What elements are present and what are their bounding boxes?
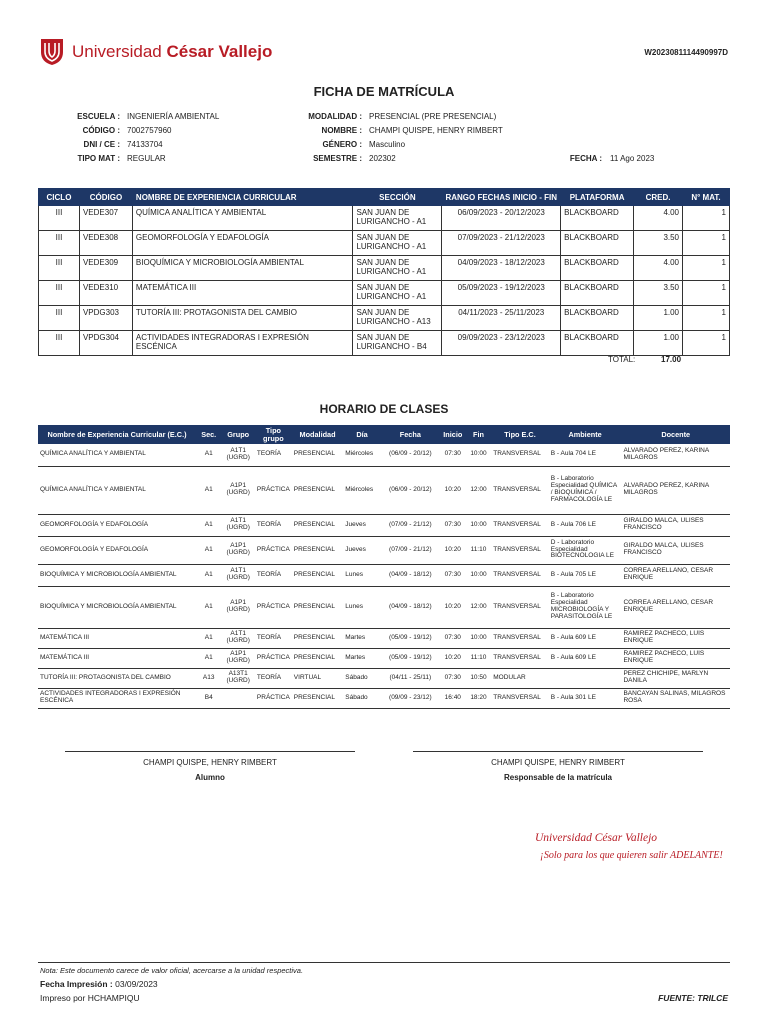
plataforma-cell: BLACKBOARD xyxy=(561,281,634,306)
footer-note: Nota: Este documento carece de valor oficial, acercarse a la unidad respectiva. xyxy=(40,966,304,975)
total-label: TOTAL: xyxy=(608,355,636,364)
rango-cell: 04/09/2023 - 18/12/2023 xyxy=(442,256,561,281)
table-row xyxy=(38,668,730,688)
seccion-cell: SAN JUAN DE LURIGANCHO - A1 xyxy=(353,281,442,306)
inicio-cell: 07:30 xyxy=(440,668,466,688)
ambiente-cell: B - Aula 704 LE xyxy=(549,444,622,466)
grupo-cell: A1T1 (UGRD) xyxy=(221,564,254,586)
sec-cell: A1 xyxy=(196,466,221,514)
plataforma-cell: BLACKBOARD xyxy=(561,306,634,331)
nmat-cell: 1 xyxy=(683,331,730,356)
table-row xyxy=(38,648,730,668)
source-label: FUENTE: TRILCE xyxy=(658,993,728,1003)
col-nombre: NOMBRE DE EXPERIENCIA CURRICULAR xyxy=(132,189,353,206)
modalidad-cell: PRESENCIAL xyxy=(292,444,343,466)
seccion-cell: SAN JUAN DE LURIGANCHO - A13 xyxy=(353,306,442,331)
tipoec-cell: TRANSVERSAL xyxy=(491,564,549,586)
document-code: W2023081114490997D xyxy=(644,48,728,57)
nombre-label: NOMBRE : xyxy=(321,126,362,135)
col-nmat: N° MAT. xyxy=(683,189,730,206)
col-tipo-grupo: Tipo grupo xyxy=(255,425,292,444)
tipo-cell: PRÁCTICA xyxy=(255,648,292,668)
codigo-value: 7002757960 xyxy=(127,126,172,135)
fin-cell: 10:00 xyxy=(466,628,492,648)
modalidad-cell: PRESENCIAL xyxy=(292,466,343,514)
table-row xyxy=(39,231,730,256)
slogan-tagline: ¡Solo para los que quieren salir ADELANTE! xyxy=(540,850,723,861)
slogan-university: Universidad César Vallejo xyxy=(535,832,658,844)
table-row xyxy=(39,206,730,231)
dia-cell: Miércoles xyxy=(343,444,381,466)
rango-cell: 05/09/2023 - 19/12/2023 xyxy=(442,281,561,306)
fin-cell: 10:00 xyxy=(466,564,492,586)
tipoec-cell: TRANSVERSAL xyxy=(491,444,549,466)
docente-cell: PEREZ CHICHIPE, MARLYN DANILA xyxy=(621,668,730,688)
shield-icon xyxy=(40,38,64,66)
ec-cell: GEOMORFOLOGÍA Y EDAFOLOGÍA xyxy=(38,536,196,564)
schedule-title: HORARIO DE CLASES xyxy=(319,402,449,416)
codigo-cell: VEDE307 xyxy=(79,206,132,231)
inicio-cell: 10:20 xyxy=(440,648,466,668)
tipo-cell: PRÁCTICA xyxy=(255,586,292,628)
col-dia: Día xyxy=(343,425,381,444)
fecha-label: FECHA : xyxy=(569,154,602,163)
ec-cell: QUÍMICA ANALÍTICA Y AMBIENTAL xyxy=(38,466,196,514)
plataforma-cell: BLACKBOARD xyxy=(561,206,634,231)
nombre-cell: GEOMORFOLOGÍA Y EDAFOLOGÍA xyxy=(132,231,353,256)
ec-cell: QUÍMICA ANALÍTICA Y AMBIENTAL xyxy=(38,444,196,466)
ambiente-cell xyxy=(549,668,622,688)
docente-cell: RAMIREZ PACHECO, LUIS ENRIQUE xyxy=(621,648,730,668)
cred-cell: 1.00 xyxy=(634,306,683,331)
ciclo-cell: III xyxy=(39,306,80,331)
nmat-cell: 1 xyxy=(683,231,730,256)
modalidad-cell: PRESENCIAL xyxy=(292,628,343,648)
ciclo-cell: III xyxy=(39,256,80,281)
sec-cell: A1 xyxy=(196,648,221,668)
codigo-cell: VEDE310 xyxy=(79,281,132,306)
ec-cell: ACTIVIDADES INTEGRADORAS I EXPRESIÓN ESCÉNICA xyxy=(38,688,196,708)
modalidad-cell: PRESENCIAL xyxy=(292,536,343,564)
total-value: 17.00 xyxy=(661,355,682,364)
docente-cell: ALVARADO PEREZ, KARINA MILAGROS xyxy=(621,444,730,466)
nombre-cell: TUTORÍA III: PROTAGONISTA DEL CAMBIO xyxy=(132,306,353,331)
dia-cell: Jueves xyxy=(343,514,381,536)
tipoec-cell: TRANSVERSAL xyxy=(491,536,549,564)
sec-cell: A1 xyxy=(196,586,221,628)
table-row xyxy=(38,444,730,466)
table-row xyxy=(39,256,730,281)
docente-cell: BANCAYAN SALINAS, MILAGROS ROSA xyxy=(621,688,730,708)
fin-cell: 11:10 xyxy=(466,648,492,668)
nmat-cell: 1 xyxy=(683,256,730,281)
grupo-cell: A1T1 (UGRD) xyxy=(221,628,254,648)
ec-cell: TUTORÍA III: PROTAGONISTA DEL CAMBIO xyxy=(38,668,196,688)
table-row xyxy=(38,564,730,586)
genero-label: GÉNERO : xyxy=(322,140,362,149)
student-role: Alumno xyxy=(195,773,225,782)
fecha-cell: (05/09 - 19/12) xyxy=(381,648,440,668)
grupo-cell: A1P1 (UGRD) xyxy=(221,466,254,514)
print-date-label: Fecha Impresión : xyxy=(40,979,116,989)
fin-cell: 18:20 xyxy=(466,688,492,708)
modalidad-label: MODALIDAD : xyxy=(308,112,362,121)
seccion-cell: SAN JUAN DE LURIGANCHO - B4 xyxy=(353,331,442,356)
tipoec-cell: TRANSVERSAL xyxy=(491,466,549,514)
table-row xyxy=(39,281,730,306)
plataforma-cell: BLACKBOARD xyxy=(561,331,634,356)
dia-cell: Sábado xyxy=(343,668,381,688)
nombre-cell: QUÍMICA ANALÍTICA Y AMBIENTAL xyxy=(132,206,353,231)
fecha-cell: (06/09 - 20/12) xyxy=(381,466,440,514)
docente-cell: RAMIREZ PACHECO, LUIS ENRIQUE xyxy=(621,628,730,648)
semestre-value: 202302 xyxy=(369,154,396,163)
courses-table xyxy=(38,188,730,356)
ec-cell: BIOQUÍMICA Y MICROBIOLOGÍA AMBIENTAL xyxy=(38,564,196,586)
nombre-cell: MATEMÁTICA III xyxy=(132,281,353,306)
table-row xyxy=(38,628,730,648)
tipoec-cell: TRANSVERSAL xyxy=(491,628,549,648)
printed-by: Impreso por HCHAMPIQU xyxy=(40,993,140,1003)
inicio-cell: 07:30 xyxy=(440,628,466,648)
grupo-cell: A1T1 (UGRD) xyxy=(221,514,254,536)
university-logo xyxy=(40,38,272,66)
fin-cell: 10:50 xyxy=(466,668,492,688)
docente-cell: GIRALDO MALCA, ULISES FRANCISCO xyxy=(621,514,730,536)
cred-cell: 3.50 xyxy=(634,231,683,256)
fin-cell: 11:10 xyxy=(466,536,492,564)
responsible-name: CHAMPI QUISPE, HENRY RIMBERT xyxy=(491,758,625,767)
ciclo-cell: III xyxy=(39,206,80,231)
inicio-cell: 10:20 xyxy=(440,466,466,514)
fecha-cell: (04/09 - 18/12) xyxy=(381,564,440,586)
inicio-cell: 07:30 xyxy=(440,514,466,536)
ambiente-cell: B - Aula 705 LE xyxy=(549,564,622,586)
university-name: Universidad César Vallejo xyxy=(72,42,273,61)
codigo-cell: VPDG304 xyxy=(79,331,132,356)
table-row xyxy=(38,466,730,514)
fin-cell: 10:00 xyxy=(466,444,492,466)
sec-cell: A13 xyxy=(196,668,221,688)
sec-cell: A1 xyxy=(196,536,221,564)
tipo-cell: TEORÍA xyxy=(255,514,292,536)
escuela-value: INGENIERÍA AMBIENTAL xyxy=(127,112,220,121)
seccion-cell: SAN JUAN DE LURIGANCHO - A1 xyxy=(353,256,442,281)
fecha-cell: (04/09 - 18/12) xyxy=(381,586,440,628)
inicio-cell: 10:20 xyxy=(440,586,466,628)
seccion-cell: SAN JUAN DE LURIGANCHO - A1 xyxy=(353,206,442,231)
modalidad-value: PRESENCIAL (PRE PRESENCIAL) xyxy=(369,112,497,121)
ambiente-cell: D - Laboratorio Especialidad BIOTECNOLOGIA LE xyxy=(549,536,622,564)
plataforma-cell: BLACKBOARD xyxy=(561,256,634,281)
dia-cell: Martes xyxy=(343,628,381,648)
fin-cell: 12:00 xyxy=(466,466,492,514)
nmat-cell: 1 xyxy=(683,281,730,306)
col-ec: Nombre de Experiencia Curricular (E.C.) xyxy=(38,425,196,444)
tipo-cell: TEORÍA xyxy=(255,628,292,648)
tipoec-cell: TRANSVERSAL xyxy=(491,688,549,708)
inicio-cell: 07:30 xyxy=(440,444,466,466)
ciclo-cell: III xyxy=(39,331,80,356)
fecha-cell: (06/09 - 20/12) xyxy=(381,444,440,466)
tipo-cell: TEORÍA xyxy=(255,564,292,586)
cred-cell: 4.00 xyxy=(634,256,683,281)
fecha-cell: (09/09 - 23/12) xyxy=(381,688,440,708)
col-fecha: Fecha xyxy=(381,425,440,444)
escuela-label: ESCUELA : xyxy=(77,112,120,121)
dia-cell: Martes xyxy=(343,648,381,668)
sec-cell: A1 xyxy=(196,514,221,536)
dia-cell: Miércoles xyxy=(343,466,381,514)
ec-cell: MATEMÁTICA III xyxy=(38,628,196,648)
grupo-cell: A1P1 (UGRD) xyxy=(221,648,254,668)
cred-cell: 3.50 xyxy=(634,281,683,306)
signature-line-student xyxy=(65,751,355,752)
modalidad-cell: PRESENCIAL xyxy=(292,648,343,668)
col-rango: RANGO FECHAS INICIO - FIN xyxy=(442,189,561,206)
tipoec-cell: TRANSVERSAL xyxy=(491,514,549,536)
col-cred: CRED. xyxy=(634,189,683,206)
col-grupo: Grupo xyxy=(221,425,254,444)
dia-cell: Lunes xyxy=(343,564,381,586)
table-row xyxy=(38,514,730,536)
grupo-cell: A1P1 (UGRD) xyxy=(221,536,254,564)
tipoec-cell: TRANSVERSAL xyxy=(491,586,549,628)
tipo-cell: TEORÍA xyxy=(255,444,292,466)
modalidad-cell: PRESENCIAL xyxy=(292,514,343,536)
table-row xyxy=(38,536,730,564)
col-docente: Docente xyxy=(621,425,730,444)
col-ciclo: CICLO xyxy=(39,189,80,206)
sec-cell: A1 xyxy=(196,564,221,586)
docente-cell: CORREA ARELLANO, CESAR ENRIQUE xyxy=(621,586,730,628)
ambiente-cell: B - Aula 609 LE xyxy=(549,628,622,648)
dia-cell: Sábado xyxy=(343,688,381,708)
modalidad-cell: VIRTUAL xyxy=(292,668,343,688)
ec-cell: GEOMORFOLOGÍA Y EDAFOLOGÍA xyxy=(38,514,196,536)
cred-cell: 1.00 xyxy=(634,331,683,356)
genero-value: Masculino xyxy=(369,140,406,149)
fecha-cell: (05/09 - 19/12) xyxy=(381,628,440,648)
rango-cell: 07/09/2023 - 21/12/2023 xyxy=(442,231,561,256)
grupo-cell xyxy=(221,688,254,708)
page-title: FICHA DE MATRÍCULA xyxy=(313,84,455,99)
dni-value: 74133704 xyxy=(127,140,163,149)
ambiente-cell: B - Aula 609 LE xyxy=(549,648,622,668)
table-row xyxy=(38,688,730,708)
tipo-cell: PRÁCTICA xyxy=(255,688,292,708)
inicio-cell: 16:40 xyxy=(440,688,466,708)
rango-cell: 09/09/2023 - 23/12/2023 xyxy=(442,331,561,356)
dni-label: DNI / CE : xyxy=(83,140,120,149)
col-ambiente: Ambiente xyxy=(549,425,622,444)
plataforma-cell: BLACKBOARD xyxy=(561,231,634,256)
modalidad-cell: PRESENCIAL xyxy=(292,564,343,586)
grupo-cell: A1T1 (UGRD) xyxy=(221,444,254,466)
nmat-cell: 1 xyxy=(683,206,730,231)
rango-cell: 06/09/2023 - 20/12/2023 xyxy=(442,206,561,231)
rango-cell: 04/11/2023 - 25/11/2023 xyxy=(442,306,561,331)
schedule-header-row xyxy=(38,425,730,444)
col-plataforma: PLATAFORMA xyxy=(561,189,634,206)
fecha-cell: (04/11 - 25/11) xyxy=(381,668,440,688)
cred-cell: 4.00 xyxy=(634,206,683,231)
nombre-cell: BIOQUÍMICA Y MICROBIOLOGÍA AMBIENTAL xyxy=(132,256,353,281)
ciclo-cell: III xyxy=(39,281,80,306)
ciclo-cell: III xyxy=(39,231,80,256)
col-sec: Sec. xyxy=(196,425,221,444)
col-codigo: CÓDIGO xyxy=(79,189,132,206)
fin-cell: 10:00 xyxy=(466,514,492,536)
seccion-cell: SAN JUAN DE LURIGANCHO - A1 xyxy=(353,231,442,256)
nombre-cell: ACTIVIDADES INTEGRADORAS I EXPRESIÓN ESCÉNICA xyxy=(132,331,353,356)
sec-cell: A1 xyxy=(196,444,221,466)
docente-cell: GIRALDO MALCA, ULISES FRANCISCO xyxy=(621,536,730,564)
table-row xyxy=(38,586,730,628)
codigo-cell: VEDE309 xyxy=(79,256,132,281)
tipomat-label: TIPO MAT : xyxy=(77,154,120,163)
tipo-cell: TEORÍA xyxy=(255,668,292,688)
ec-cell: BIOQUÍMICA Y MICROBIOLOGÍA AMBIENTAL xyxy=(38,586,196,628)
fecha-value: 11 Ago 2023 xyxy=(610,154,655,163)
ambiente-cell: B - Laboratorio Especialidad QUÍMICA / BIOQUÍMICA / FARMACOLOGÍA LE xyxy=(549,466,622,514)
docente-cell: CORREA ARELLANO, CESAR ENRIQUE xyxy=(621,564,730,586)
tipoec-cell: TRANSVERSAL xyxy=(491,648,549,668)
col-fin: Fin xyxy=(466,425,492,444)
modalidad-cell: PRESENCIAL xyxy=(292,688,343,708)
sec-cell: B4 xyxy=(196,688,221,708)
grupo-cell: A13T1 (UGRD) xyxy=(221,668,254,688)
ec-cell: MATEMÁTICA III xyxy=(38,648,196,668)
ambiente-cell: B - Laboratorio Especialidad MICROBIOLOGÍA Y PARASITOLOGÍA LE xyxy=(549,586,622,628)
signature-line-responsible xyxy=(413,751,703,752)
schedule-table xyxy=(38,425,730,709)
fin-cell: 12:00 xyxy=(466,586,492,628)
col-tipo-ec: Tipo E.C. xyxy=(491,425,549,444)
print-date xyxy=(40,979,158,989)
tipo-cell: PRÁCTICA xyxy=(255,536,292,564)
modalidad-cell: PRESENCIAL xyxy=(292,586,343,628)
table-row xyxy=(39,306,730,331)
responsible-role: Responsable de la matrícula xyxy=(503,773,613,782)
print-date-value: 03/09/2023 xyxy=(115,979,158,989)
codigo-label: CÓDIGO : xyxy=(82,126,120,135)
tipo-cell: PRÁCTICA xyxy=(255,466,292,514)
grupo-cell: A1P1 (UGRD) xyxy=(221,586,254,628)
ambiente-cell: B - Aula 706 LE xyxy=(549,514,622,536)
sec-cell: A1 xyxy=(196,628,221,648)
codigo-cell: VEDE308 xyxy=(79,231,132,256)
semestre-label: SEMESTRE : xyxy=(313,154,362,163)
table-row xyxy=(39,331,730,356)
fecha-cell: (07/09 - 21/12) xyxy=(381,536,440,564)
fecha-cell: (07/09 - 21/12) xyxy=(381,514,440,536)
col-seccion: SECCIÓN xyxy=(353,189,442,206)
codigo-cell: VPDG303 xyxy=(79,306,132,331)
nombre-value: CHAMPI QUISPE, HENRY RIMBERT xyxy=(369,126,503,135)
inicio-cell: 07:30 xyxy=(440,564,466,586)
dia-cell: Jueves xyxy=(343,536,381,564)
tipomat-value: REGULAR xyxy=(127,154,166,163)
dia-cell: Lunes xyxy=(343,586,381,628)
student-name: CHAMPI QUISPE, HENRY RIMBERT xyxy=(143,758,277,767)
footer-divider xyxy=(38,962,730,963)
col-inicio: Inicio xyxy=(440,425,466,444)
ambiente-cell: B - Aula 301 LE xyxy=(549,688,622,708)
tipoec-cell: MODULAR xyxy=(491,668,549,688)
col-modalidad: Modalidad xyxy=(292,425,343,444)
courses-header-row xyxy=(39,189,730,206)
inicio-cell: 10:20 xyxy=(440,536,466,564)
docente-cell: ALVARADO PEREZ, KARINA MILAGROS xyxy=(621,466,730,514)
nmat-cell: 1 xyxy=(683,306,730,331)
